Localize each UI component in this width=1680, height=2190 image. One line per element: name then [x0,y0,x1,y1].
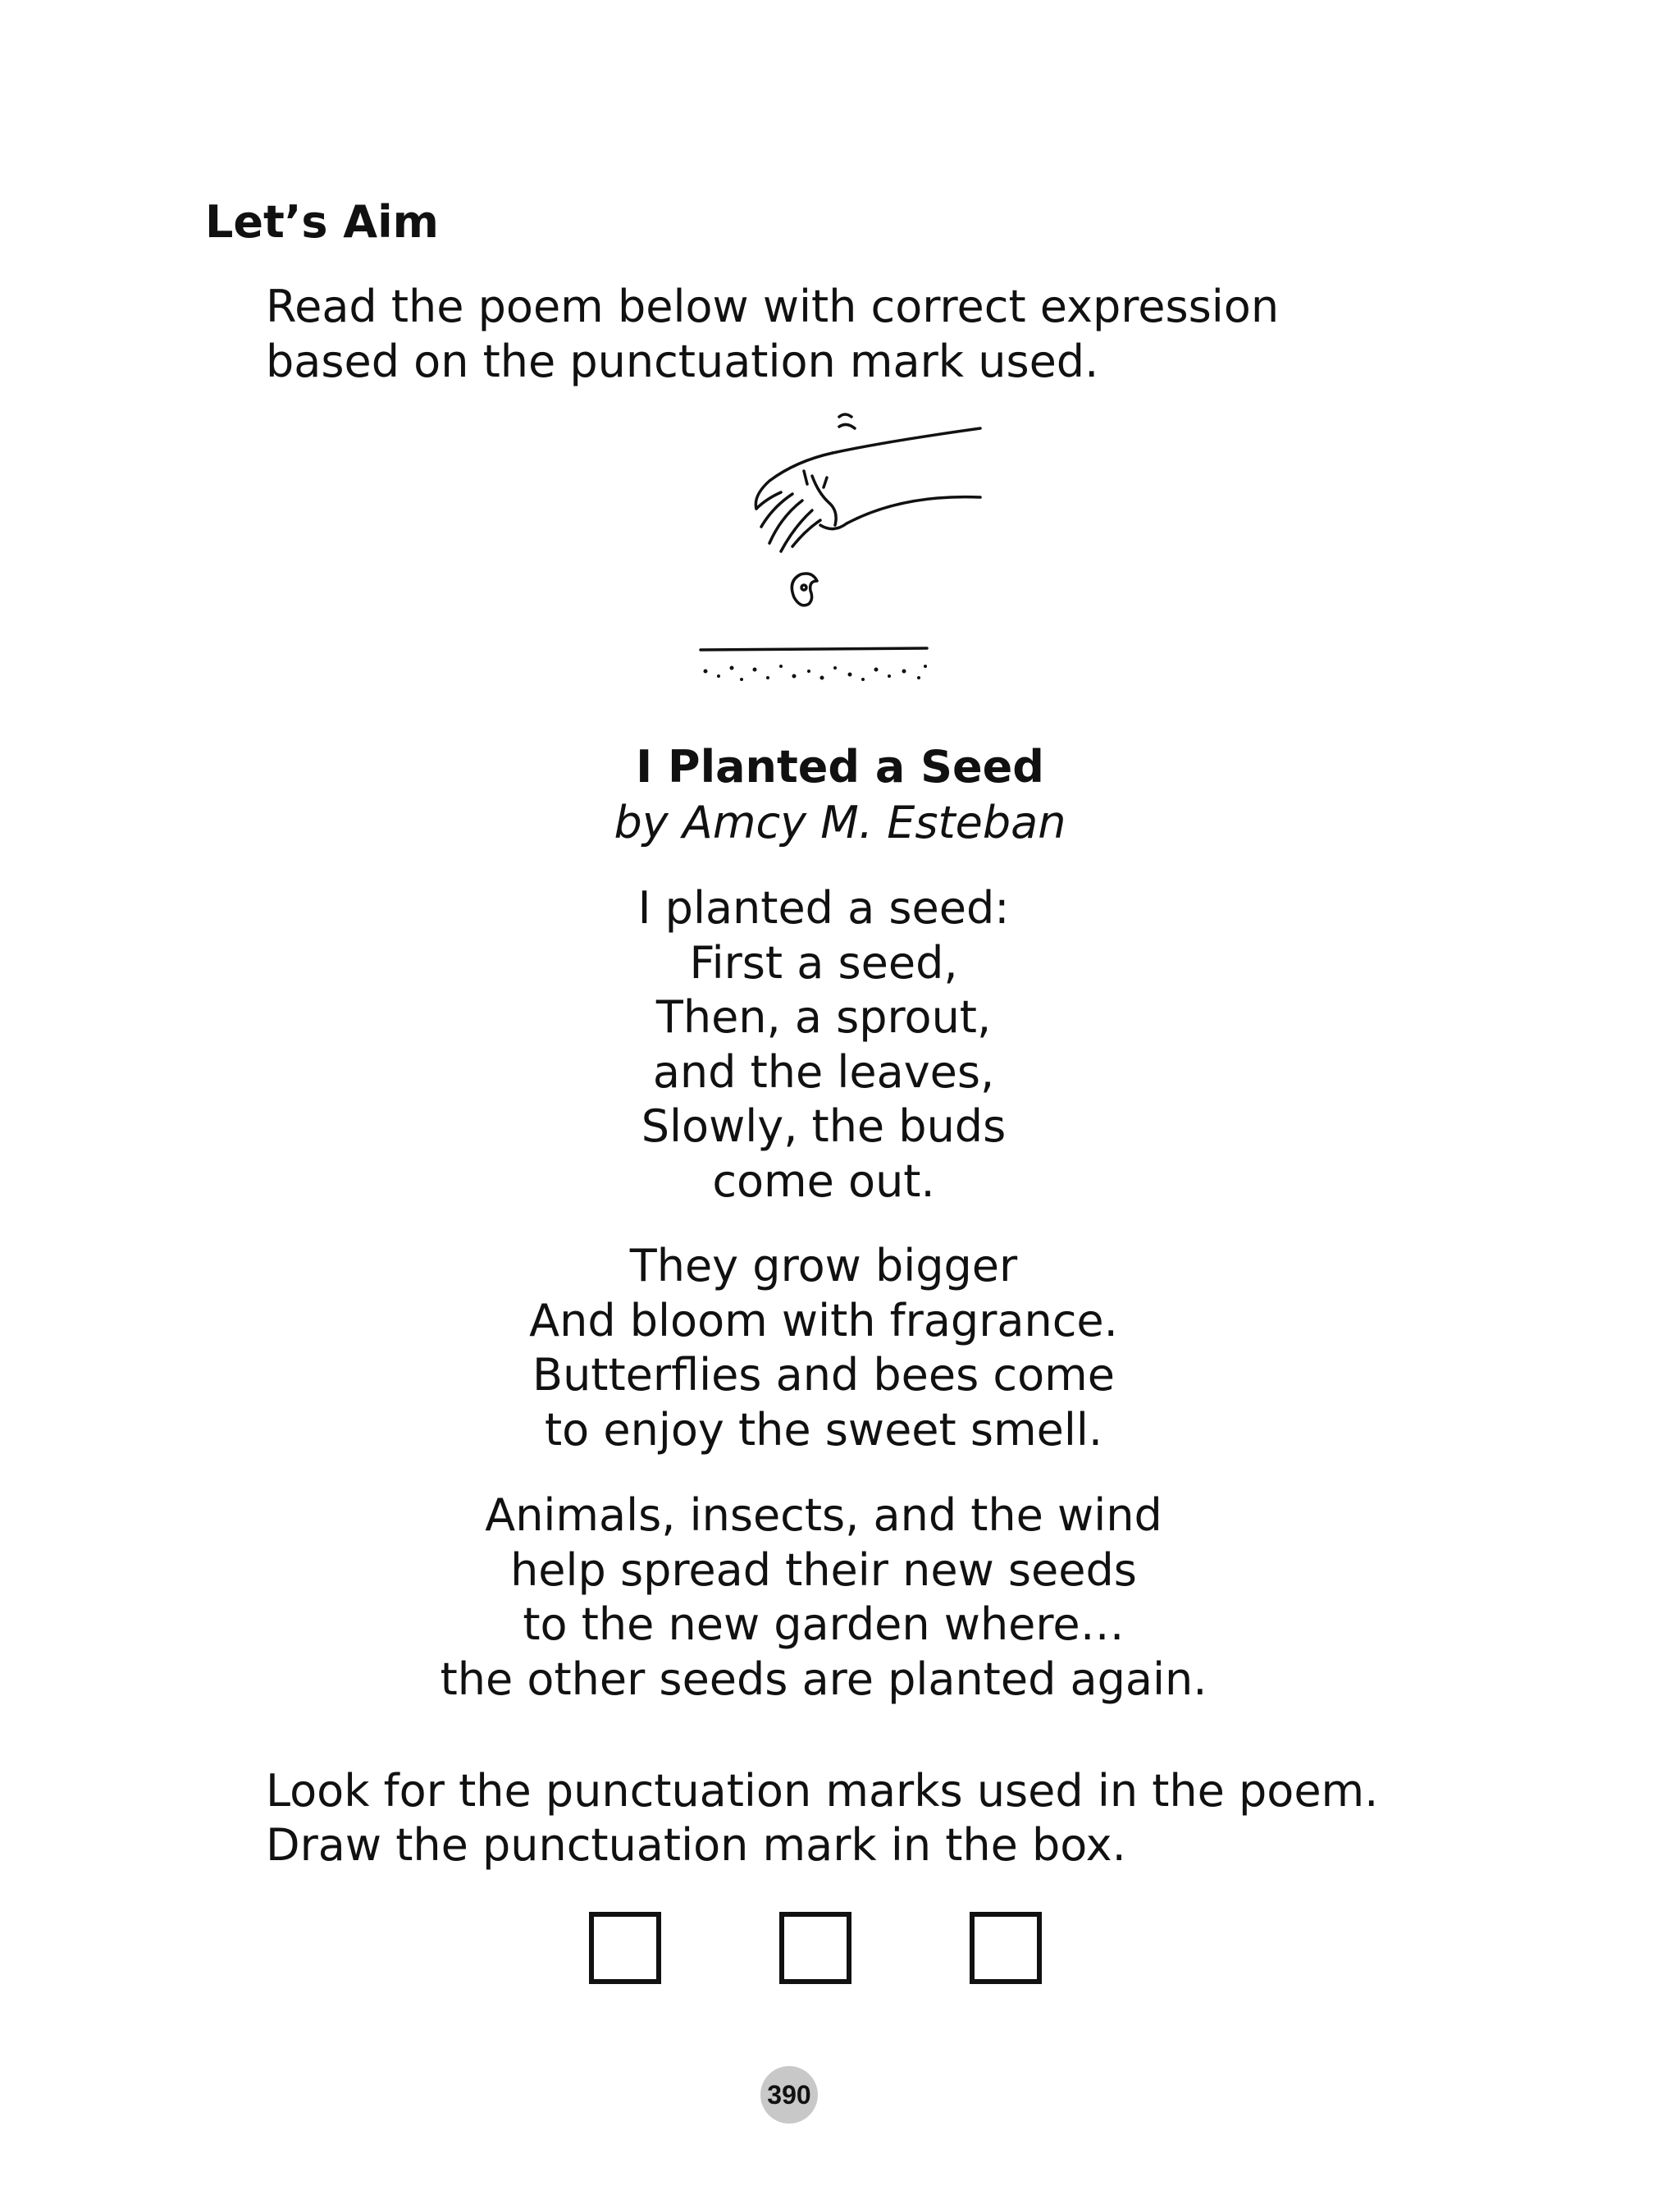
answer-box-3[interactable] [970,1912,1042,1984]
poem-line: Animals, insects, and the wind [485,1489,1162,1541]
poem-line: help spread their new seeds [510,1543,1137,1596]
poem-stanza-1 [0,881,1647,1209]
poem-line: First a seed, [689,936,958,989]
poem-line: to enjoy the sweet smell. [545,1403,1102,1456]
poem-line: They grow bigger [629,1240,1018,1292]
poem-line: to the new garden where… [523,1598,1125,1650]
answer-box-1[interactable] [589,1912,661,1984]
poem-stanza-2 [0,1239,1647,1457]
poem-stanza-3 [0,1488,1647,1707]
answer-box-2[interactable] [779,1912,851,1984]
poem-line: the other seeds are planted again. [440,1653,1208,1705]
poem-line: I planted a seed: [637,882,1010,934]
activity-instructions [266,1764,1578,1872]
page-number: 390 [760,2066,818,2124]
poem-author: by Amcy M. Esteban [614,797,1066,848]
hand-planting-seed-icon [689,402,1001,697]
poem-line: Butterflies and bees come [532,1349,1115,1401]
poem-title: I Planted a Seed [636,741,1044,793]
intro-line: Read the poem below with correct expression [266,281,1280,332]
poem-line: and the leaves, [652,1045,995,1098]
section-heading: Let’s Aim [205,196,439,248]
instruction-line: Look for the punctuation marks used in the poem. [266,1765,1379,1817]
poem-line: Slowly, the buds [641,1100,1007,1152]
poem-line: come out. [712,1154,935,1207]
instruction-line: Draw the punctuation mark in the box. [266,1819,1126,1871]
poem-line: Then, a sprout, [655,991,992,1043]
poem-line: And bloom with fragrance. [529,1294,1118,1346]
intro-text [266,279,1496,389]
intro-line: based on the punctuation mark used. [266,336,1099,387]
